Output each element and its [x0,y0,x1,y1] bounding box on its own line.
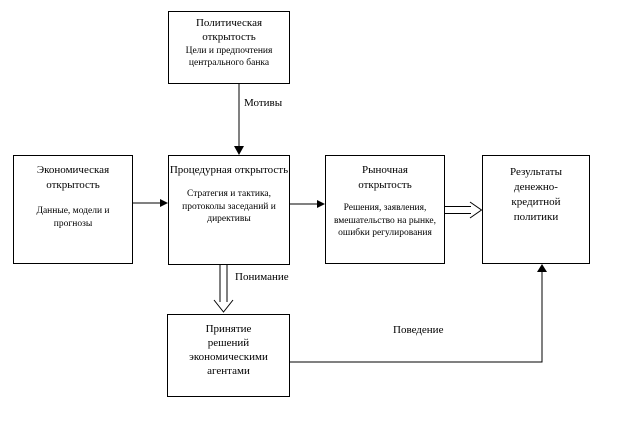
box-agents-decision-making [167,314,290,397]
box-monetary-policy-results [482,155,590,264]
box-economic-desc: Данные, модели и прогнозы [36,206,110,229]
box-market-title: Рыночная открытость [358,164,412,191]
arrow-understanding [214,265,233,312]
box-market-openness [325,155,445,264]
arrow-market-to-results [445,202,482,218]
edge-label-behavior: Поведение [393,324,444,336]
arrow-procedural-to-market [290,200,325,208]
arrow-economic-to-procedural [133,199,168,207]
arrow-behavior [290,264,547,362]
box-procedural-title: Процедурная открытость [169,164,289,176]
box-agents-title: Принятие решений экономическими агентами [189,323,268,377]
box-political-desc: Цели и предпочтения центрального банка [185,46,273,68]
edge-label-understanding: Понимание [235,271,289,283]
box-political-openness [168,11,290,84]
box-economic-title: Экономическая открытость [36,164,110,191]
box-results-title: Результаты денежно-кредитной политики [510,166,562,223]
box-procedural-desc: Стратегия и тактика, протоколы заседаний и директивы [182,189,276,224]
box-political-title: Политическая открытость [195,17,263,43]
box-procedural-openness [168,155,290,265]
arrow-motives [234,84,244,155]
edge-label-motives: Мотивы [244,97,283,109]
box-market-desc: Решения, заявления, вмешательство на рынке, ошибки регулирования [333,203,437,238]
box-economic-openness [13,155,133,264]
